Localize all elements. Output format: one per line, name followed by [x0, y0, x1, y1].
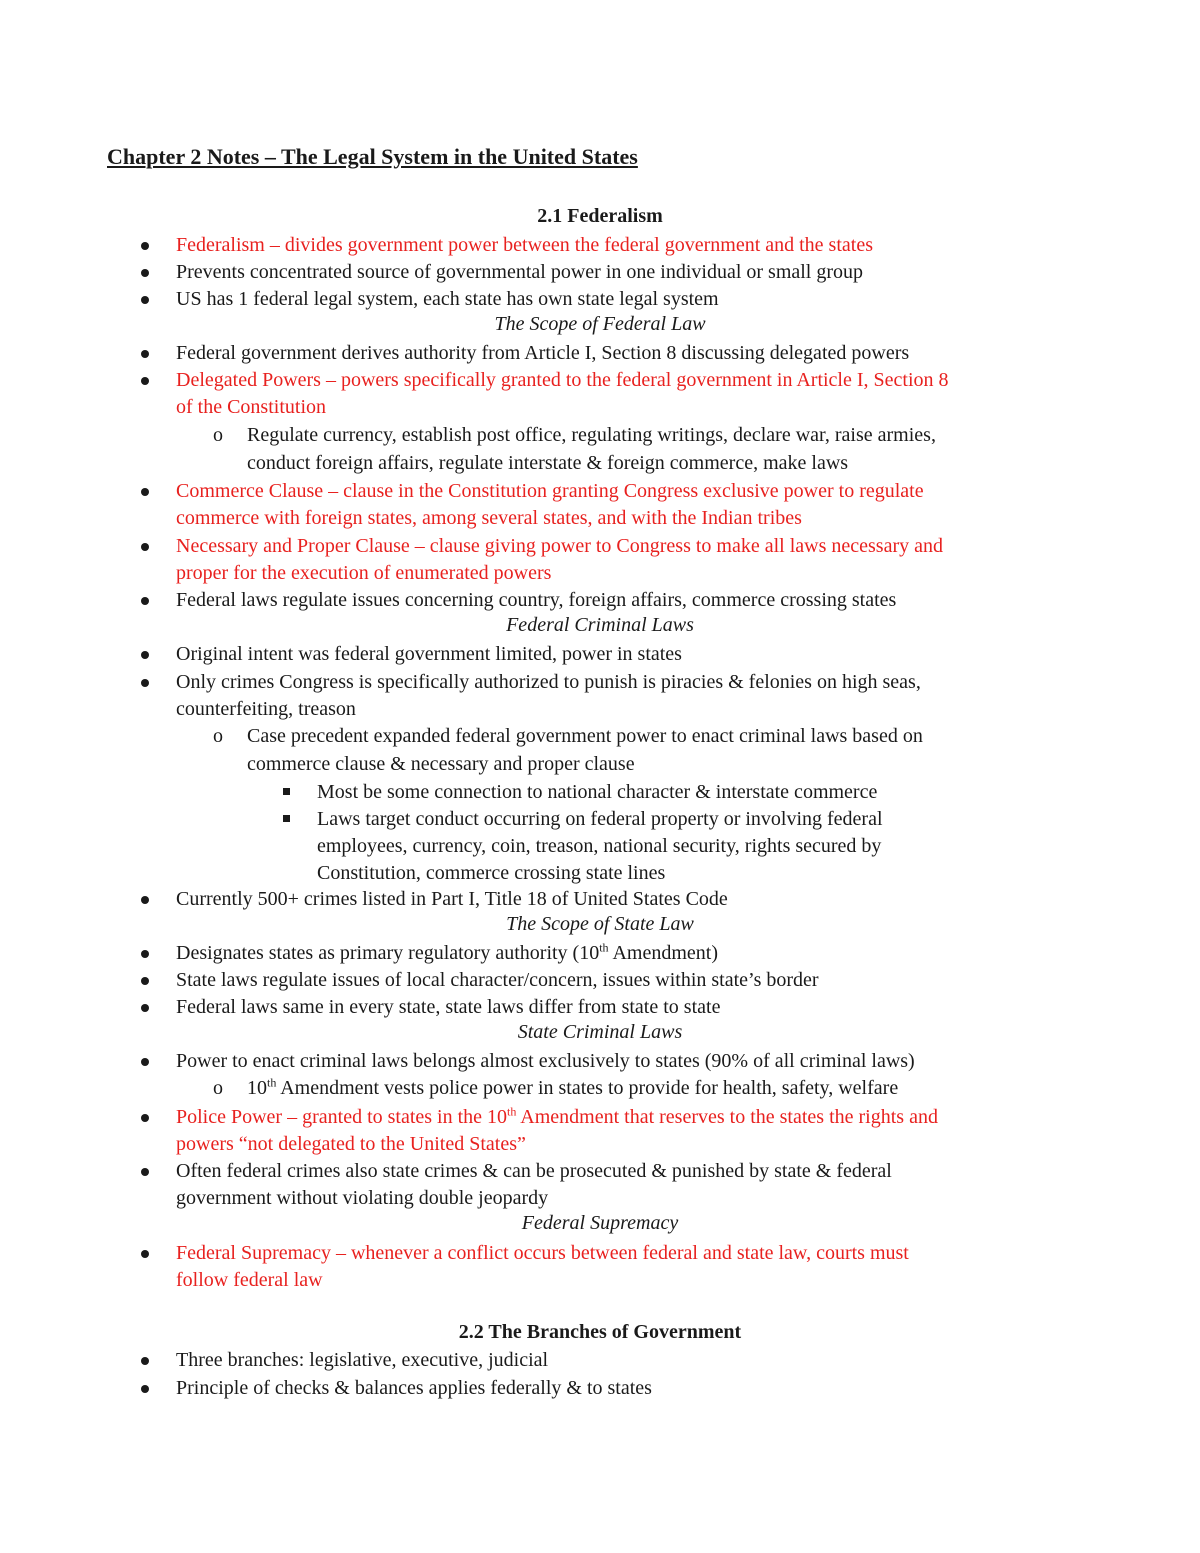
bullet-icon — [141, 950, 149, 958]
definition-federal-supremacy: Federal Supremacy – whenever a conflict occurs between federal and state law, courts must — [176, 1242, 909, 1264]
subheading-scope-federal-law: The Scope of Federal Law — [494, 313, 706, 335]
bullet-icon — [141, 1385, 149, 1393]
list-item: Regulate currency, establish post office, regulating writings, declare war, raise armies, — [247, 424, 936, 446]
bullet-icon — [141, 269, 149, 277]
sub-bullet-icon: o — [213, 725, 223, 747]
bullet-icon — [141, 1114, 149, 1122]
bullet-icon — [141, 1168, 149, 1176]
list-item: Designates states as primary regulatory authority (10th Amendment) — [176, 940, 718, 964]
definition-police-power: Police Power – granted to states in the 10th Amendment that reserves to the states the rights and — [176, 1104, 938, 1128]
bullet-icon — [141, 377, 149, 385]
list-item: Federal government derives authority from Article I, Section 8 discussing delegated powers — [176, 342, 910, 364]
list-item: Prevents concentrated source of governmental power in one individual or small group — [176, 261, 864, 283]
definition-necessary-proper-cont: proper for the execution of enumerated powers — [176, 562, 552, 584]
square-bullet-icon — [283, 788, 290, 795]
list-item: Case precedent expanded federal government power to enact criminal laws based on — [247, 725, 923, 747]
section-heading-branches: 2.2 The Branches of Government — [458, 1321, 742, 1343]
list-item: Federal laws regulate issues concerning country, foreign affairs, commerce crossing states — [176, 589, 897, 611]
bullet-icon — [141, 350, 149, 358]
bullet-icon — [141, 651, 149, 659]
list-item: 10th Amendment vests police power in states to provide for health, safety, welfare — [247, 1075, 899, 1099]
subheading-federal-criminal-laws: Federal Criminal Laws — [506, 614, 694, 636]
bullet-icon — [141, 896, 149, 904]
document-title: Chapter 2 Notes – The Legal System in the United States — [107, 144, 638, 169]
list-item-cont: Constitution, commerce crossing state lines — [317, 862, 666, 884]
list-item: State laws regulate issues of local character/concern, issues within state’s border — [176, 969, 819, 991]
definition-federal-supremacy-cont: follow federal law — [176, 1269, 323, 1291]
bullet-icon — [141, 1250, 149, 1258]
bullet-icon — [141, 597, 149, 605]
bullet-icon — [141, 242, 149, 250]
definition-necessary-proper: Necessary and Proper Clause – clause giving power to Congress to make all laws necessary and — [176, 535, 944, 557]
bullet-icon — [141, 543, 149, 551]
definition-commerce-clause: Commerce Clause – clause in the Constitution granting Congress exclusive power to regulate — [176, 480, 924, 502]
list-item: Federal laws same in every state, state laws differ from state to state — [176, 996, 721, 1018]
list-item-cont: counterfeiting, treason — [176, 698, 356, 720]
list-item: US has 1 federal legal system, each state has own state legal system — [176, 288, 719, 310]
definition-federalism: Federalism – divides government power between the federal government and the states — [176, 234, 873, 256]
definition-delegated-powers-cont: of the Constitution — [176, 396, 326, 418]
definition-police-power-cont: powers “not delegated to the United States” — [176, 1133, 526, 1155]
subheading-federal-supremacy: Federal Supremacy — [521, 1212, 679, 1234]
list-item: Currently 500+ crimes listed in Part I, Title 18 of United States Code — [176, 888, 728, 910]
list-item: Often federal crimes also state crimes & can be prosecuted & punished by state & federal — [176, 1160, 892, 1182]
definition-delegated-powers: Delegated Powers – powers specifically granted to the federal government in Article I, Section 8 — [176, 369, 949, 391]
bullet-icon — [141, 296, 149, 304]
sub-bullet-icon: o — [213, 1077, 223, 1099]
list-item: Original intent was federal government limited, power in states — [176, 643, 682, 665]
list-item: Power to enact criminal laws belongs almost exclusively to states (90% of all criminal laws) — [176, 1050, 915, 1072]
sub-bullet-icon: o — [213, 424, 223, 446]
subheading-scope-state-law: The Scope of State Law — [506, 913, 694, 935]
square-bullet-icon — [283, 815, 290, 822]
bullet-icon — [141, 1357, 149, 1365]
list-item-cont: commerce clause & necessary and proper clause — [247, 753, 635, 775]
list-item: Only crimes Congress is specifically authorized to punish is piracies & felonies on high seas, — [176, 671, 921, 693]
bullet-icon — [141, 977, 149, 985]
list-item-cont: employees, currency, coin, treason, national security, rights secured by — [317, 835, 882, 857]
bullet-icon — [141, 1058, 149, 1066]
section-heading-federalism: 2.1 Federalism — [537, 205, 663, 227]
definition-commerce-clause-cont: commerce with foreign states, among several states, and with the Indian tribes — [176, 507, 802, 529]
list-item-cont: government without violating double jeopardy — [176, 1187, 549, 1209]
bullet-icon — [141, 1004, 149, 1012]
list-item: Most be some connection to national character & interstate commerce — [317, 781, 878, 803]
bullet-icon — [141, 679, 149, 687]
list-item: Principle of checks & balances applies federally & to states — [176, 1377, 652, 1399]
bullet-icon — [141, 488, 149, 496]
list-item: Laws target conduct occurring on federal property or involving federal — [317, 808, 883, 830]
list-item: Three branches: legislative, executive, judicial — [176, 1349, 549, 1371]
subheading-state-criminal-laws: State Criminal Laws — [517, 1021, 683, 1043]
list-item-cont: conduct foreign affairs, regulate interstate & foreign commerce, make laws — [247, 452, 849, 474]
